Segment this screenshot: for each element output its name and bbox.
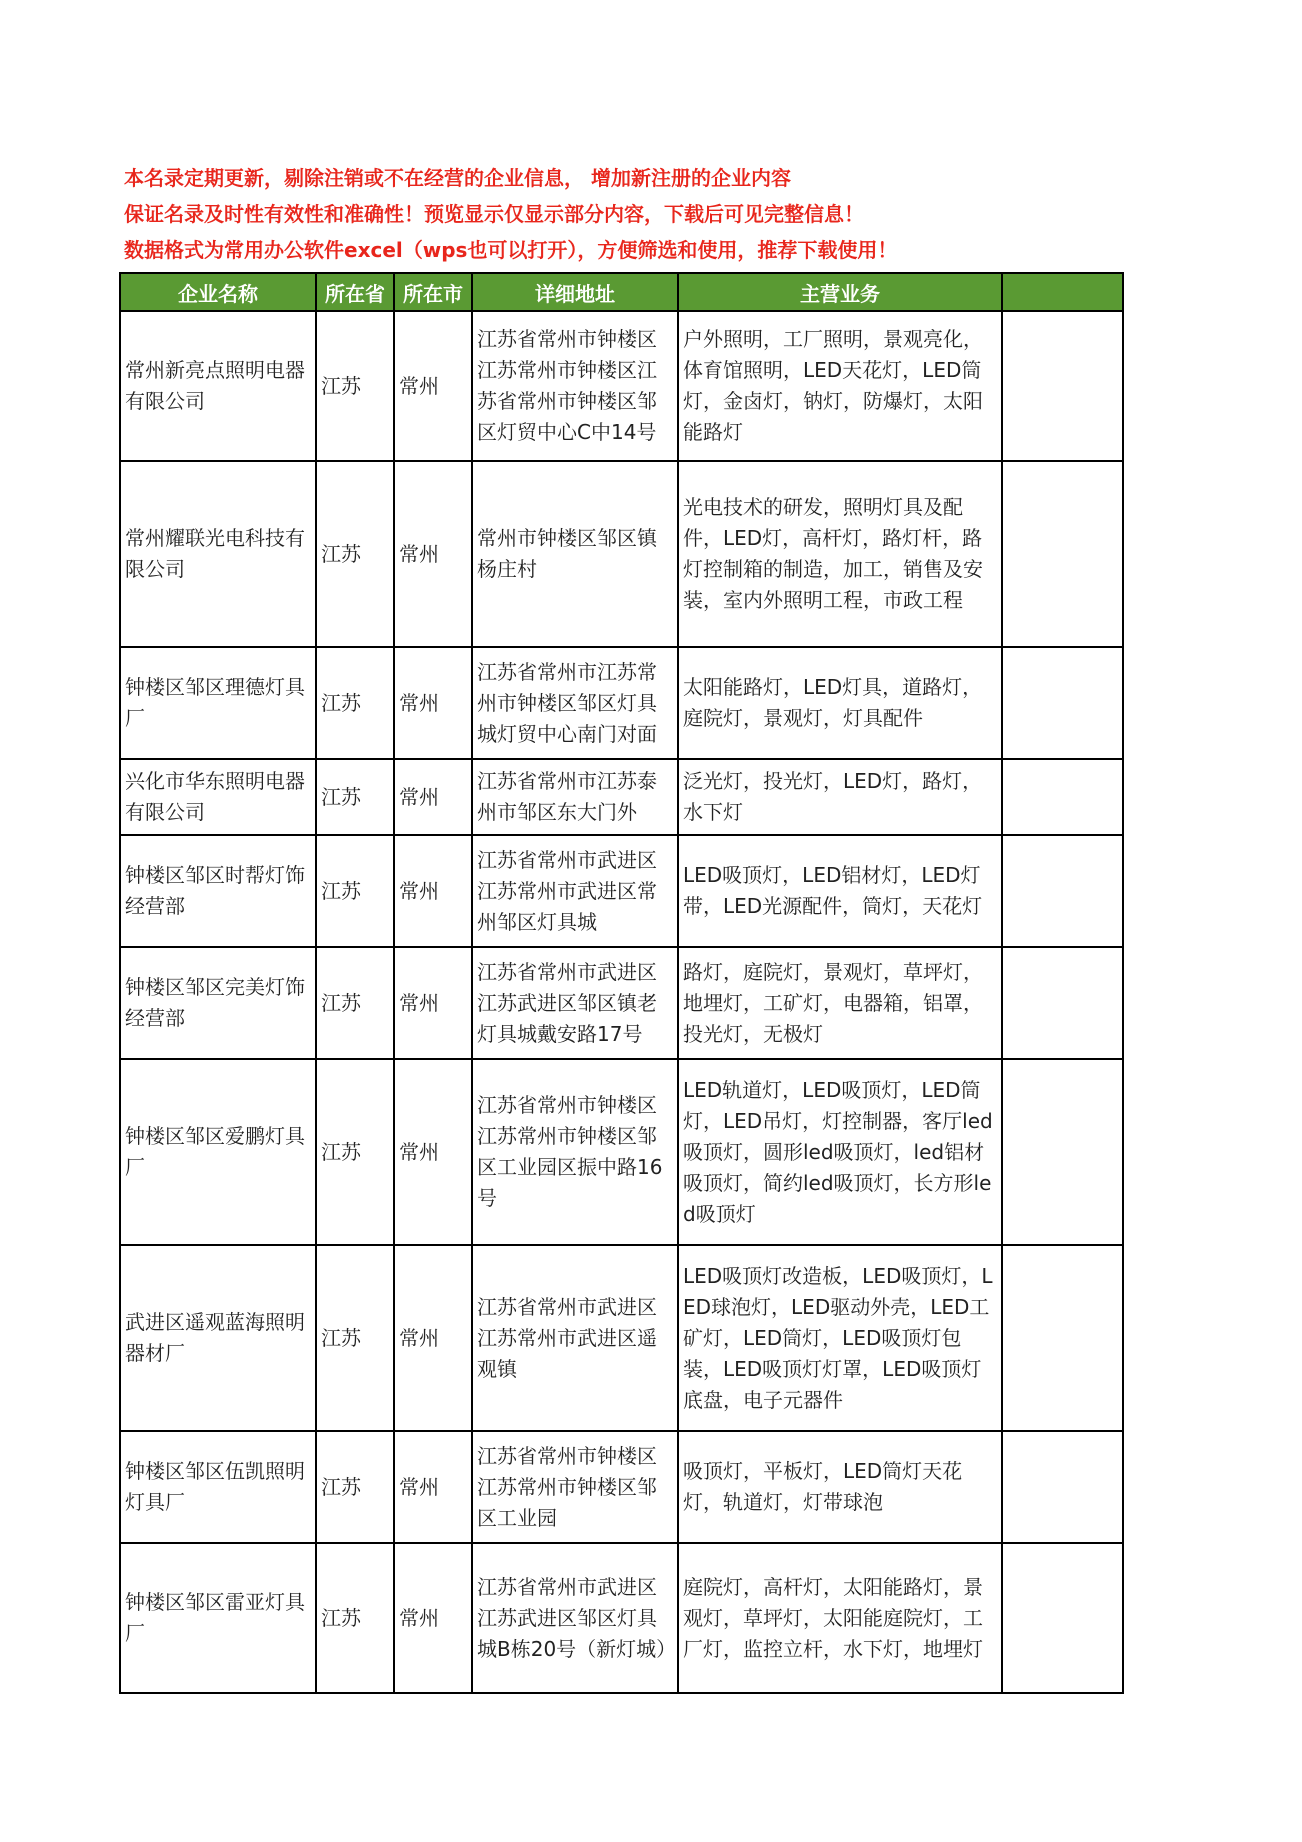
cell-business: 光电技术的研发，照明灯具及配件，LED灯，高杆灯，路灯杆，路灯控制箱的制造，加工，销售及安装，室内外照明工程，市政工程 (678, 461, 1002, 647)
cell-company-name: 钟楼区邹区雷亚灯具厂 (120, 1543, 316, 1693)
cell-city: 常州 (394, 1431, 472, 1543)
cell-city: 常州 (394, 647, 472, 759)
table-row (120, 311, 1123, 461)
cell-company-name: 武进区遥观蓝海照明器材厂 (120, 1245, 316, 1431)
cell-company-name: 常州新亮点照明电器有限公司 (120, 311, 316, 461)
company-table (119, 272, 1124, 1694)
table-row (120, 1059, 1123, 1245)
column-header-name: 企业名称 (120, 273, 316, 311)
cell-province: 江苏 (316, 647, 394, 759)
notice-line: 保证名录及时性有效性和准确性！预览显示仅显示部分内容，下载后可见完整信息！ (124, 202, 864, 226)
column-header-business: 主营业务 (678, 273, 1002, 311)
cell-province: 江苏 (316, 1245, 394, 1431)
cell-company-name: 常州耀联光电科技有限公司 (120, 461, 316, 647)
cell-extra (1002, 1059, 1123, 1245)
cell-business: LED吸顶灯改造板，LED吸顶灯，LED球泡灯，LED驱动外壳，LED工矿灯，LED筒灯，LED吸顶灯包装，LED吸顶灯灯罩，LED吸顶灯底盘，电子元器件 (678, 1245, 1002, 1431)
cell-province: 江苏 (316, 947, 394, 1059)
cell-company-name: 钟楼区邹区伍凯照明灯具厂 (120, 1431, 316, 1543)
cell-extra (1002, 461, 1123, 647)
column-header-province: 所在省 (316, 273, 394, 311)
table-row (120, 1431, 1123, 1543)
cell-city: 常州 (394, 759, 472, 835)
table-row (120, 461, 1123, 647)
table-row (120, 947, 1123, 1059)
cell-city: 常州 (394, 311, 472, 461)
table-row (120, 1543, 1123, 1693)
cell-extra (1002, 947, 1123, 1059)
table-header-row (120, 273, 1123, 311)
cell-business: 庭院灯，高杆灯，太阳能路灯，景观灯，草坪灯，太阳能庭院灯，工厂灯，监控立杆，水下灯，地埋灯 (678, 1543, 1002, 1693)
cell-business: 泛光灯，投光灯，LED灯，路灯，水下灯 (678, 759, 1002, 835)
notice-line: 数据格式为常用办公软件excel（wps也可以打开），方便筛选和使用，推荐下载使用！ (124, 238, 898, 262)
cell-province: 江苏 (316, 461, 394, 647)
cell-province: 江苏 (316, 311, 394, 461)
cell-extra (1002, 1245, 1123, 1431)
cell-city: 常州 (394, 1245, 472, 1431)
cell-address: 江苏省常州市江苏泰州市邹区东大门外 (472, 759, 678, 835)
cell-province: 江苏 (316, 835, 394, 947)
cell-address: 常州市钟楼区邹区镇杨庄村 (472, 461, 678, 647)
cell-province: 江苏 (316, 759, 394, 835)
cell-province: 江苏 (316, 1059, 394, 1245)
cell-city: 常州 (394, 1543, 472, 1693)
cell-province: 江苏 (316, 1431, 394, 1543)
cell-company-name: 兴化市华东照明电器有限公司 (120, 759, 316, 835)
cell-city: 常州 (394, 835, 472, 947)
table-row (120, 759, 1123, 835)
cell-city: 常州 (394, 1059, 472, 1245)
cell-extra (1002, 647, 1123, 759)
cell-province: 江苏 (316, 1543, 394, 1693)
cell-business: 吸顶灯，平板灯，LED筒灯天花灯，轨道灯，灯带球泡 (678, 1431, 1002, 1543)
cell-extra (1002, 1431, 1123, 1543)
cell-company-name: 钟楼区邹区爱鹏灯具厂 (120, 1059, 316, 1245)
cell-business: 路灯，庭院灯，景观灯，草坪灯，地埋灯，工矿灯，电器箱，铝罩，投光灯，无极灯 (678, 947, 1002, 1059)
cell-extra (1002, 1543, 1123, 1693)
column-header-city: 所在市 (394, 273, 472, 311)
cell-company-name: 钟楼区邹区完美灯饰经营部 (120, 947, 316, 1059)
table-row (120, 835, 1123, 947)
notice (124, 160, 1124, 268)
table-row (120, 1245, 1123, 1431)
cell-address: 江苏省常州市钟楼区江苏常州市钟楼区邹区工业园 (472, 1431, 678, 1543)
cell-company-name: 钟楼区邹区时帮灯饰经营部 (120, 835, 316, 947)
cell-business: LED吸顶灯，LED铝材灯，LED灯带，LED光源配件，筒灯，天花灯 (678, 835, 1002, 947)
cell-company-name: 钟楼区邹区理德灯具厂 (120, 647, 316, 759)
cell-business: 户外照明，工厂照明，景观亮化，体育馆照明，LED天花灯，LED筒灯，金卤灯，钠灯，防爆灯，太阳能路灯 (678, 311, 1002, 461)
cell-address: 江苏省常州市武进区江苏常州市武进区遥观镇 (472, 1245, 678, 1431)
cell-business: LED轨道灯，LED吸顶灯，LED筒灯，LED吊灯，灯控制器，客厅led吸顶灯，圆形led吸顶灯，led铝材吸顶灯，简约led吸顶灯，长方形led吸顶灯 (678, 1059, 1002, 1245)
cell-address: 江苏省常州市武进区江苏武进区邹区灯具城B栋20号（新灯城） (472, 1543, 678, 1693)
notice-line: 本名录定期更新，剔除注销或不在经营的企业信息， 增加新注册的企业内容 (124, 166, 791, 190)
cell-address: 江苏省常州市钟楼区江苏常州市钟楼区江苏省常州市钟楼区邹区灯贸中心C中14号 (472, 311, 678, 461)
cell-extra (1002, 835, 1123, 947)
cell-city: 常州 (394, 947, 472, 1059)
cell-address: 江苏省常州市江苏常州市钟楼区邹区灯具城灯贸中心南门对面 (472, 647, 678, 759)
cell-address: 江苏省常州市武进区江苏常州市武进区常州邹区灯具城 (472, 835, 678, 947)
column-header-address: 详细地址 (472, 273, 678, 311)
cell-extra (1002, 311, 1123, 461)
cell-city: 常州 (394, 461, 472, 647)
table-row (120, 647, 1123, 759)
column-header-extra (1002, 273, 1123, 311)
cell-address: 江苏省常州市武进区江苏武进区邹区镇老灯具城戴安路17号 (472, 947, 678, 1059)
cell-address: 江苏省常州市钟楼区江苏常州市钟楼区邹区工业园区振中路16号 (472, 1059, 678, 1245)
cell-business: 太阳能路灯，LED灯具，道路灯，庭院灯，景观灯，灯具配件 (678, 647, 1002, 759)
cell-extra (1002, 759, 1123, 835)
